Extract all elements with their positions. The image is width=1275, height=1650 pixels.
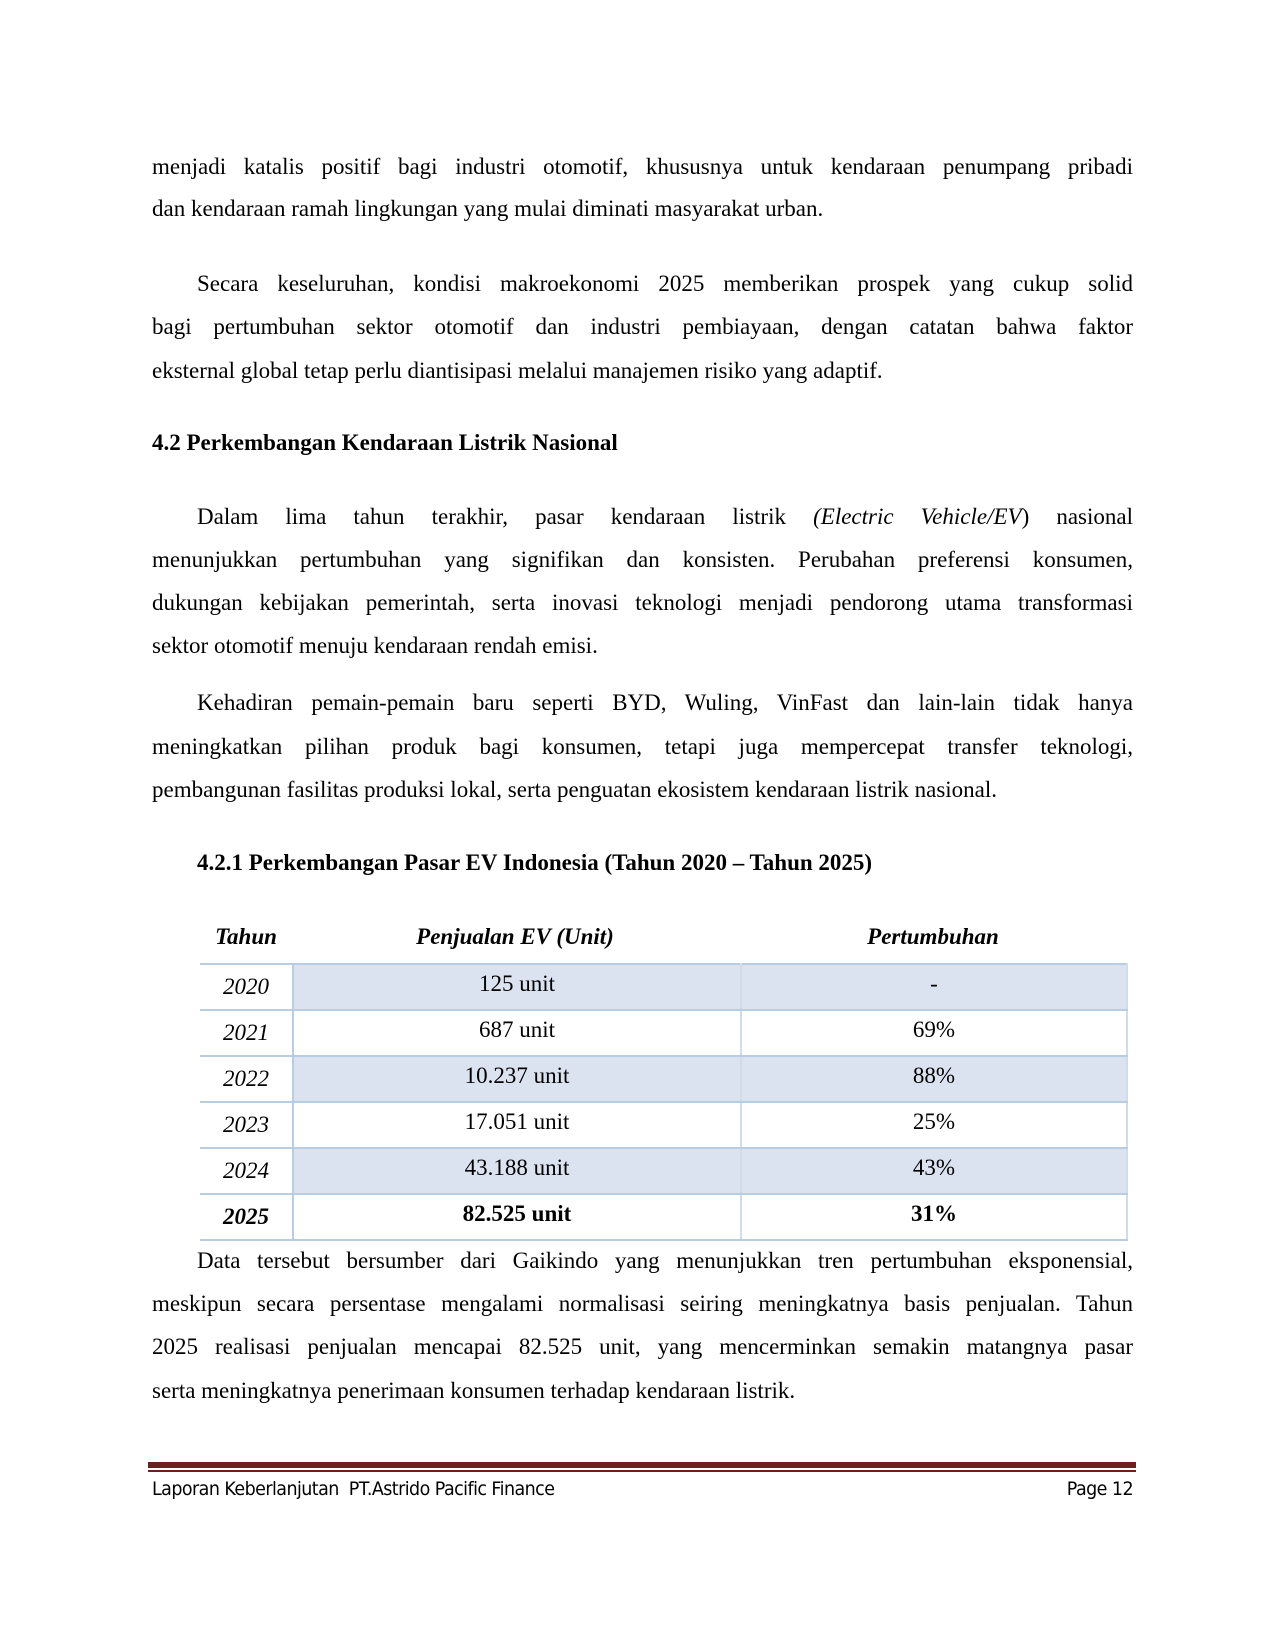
sales-value: 17.051 unit <box>464 1109 570 1134</box>
paragraph-line: eksternal global tetap perlu diantisipasi melalui manajemen risiko yang adaptif. <box>152 358 883 383</box>
paragraph-line: menjadi katalis positif bagi industri otomotif, khususnya untuk kendaraan penumpang pribadi <box>152 154 1133 179</box>
column-header-sales: Penjualan EV (Unit) <box>416 924 614 949</box>
sales-value: 687 unit <box>478 1017 556 1042</box>
year-cell: 2020 <box>200 964 293 1010</box>
sales-value: 10.237 unit <box>464 1063 570 1088</box>
paragraph-line: pembangunan fasilitas produksi lokal, serta penguatan ekosistem kendaraan listrik nasional. <box>152 777 998 802</box>
paragraph-line: Data tersebut bersumber dari Gaikindo yang menunjukkan tren pertumbuhan eksponensial, <box>197 1248 1133 1273</box>
sales-value: 43.188 unit <box>464 1155 570 1180</box>
year-cell: 2022 <box>200 1056 293 1102</box>
growth-cell <box>741 1148 1127 1194</box>
year-cell: 2023 <box>200 1102 293 1148</box>
year-cell: 2024 <box>200 1148 293 1194</box>
table-row <box>200 964 1127 1010</box>
paragraph-line <box>152 503 1133 531</box>
text-run: Dalam lima tahun terakhir, pasar kendaraan listrik <box>197 504 814 529</box>
table-row <box>200 1148 1127 1194</box>
ev-sales-table <box>200 963 1128 1241</box>
paragraph-line: Kehadiran pemain-pemain baru seperti BYD, Wuling, VinFast dan lain-lain tidak hanya <box>197 690 1133 715</box>
sales-cell <box>293 1056 741 1102</box>
growth-value: 69% <box>912 1017 956 1042</box>
paragraph-line: meskipun secara persentase mengalami normalisasi seiring meningkatnya basis penjualan. Tahun <box>152 1291 1133 1316</box>
paragraph-line: Secara keseluruhan, kondisi makroekonomi 2025 memberikan prospek yang cukup solid <box>197 271 1133 296</box>
table-row <box>200 1056 1127 1102</box>
table-header <box>200 922 1128 952</box>
text-run: ) nasional <box>1021 504 1133 529</box>
paragraph-line: bagi pertumbuhan sektor otomotif dan industri pembiayaan, dengan catatan bahwa faktor <box>152 314 1133 339</box>
italic-term: (Electric Vehicle/EV <box>813 504 1022 529</box>
sales-cell <box>293 1148 741 1194</box>
sales-cell <box>293 1010 741 1056</box>
growth-value: 31% <box>911 1201 957 1226</box>
paragraph-line: dan kendaraan ramah lingkungan yang mulai diminati masyarakat urban. <box>152 196 824 221</box>
footer-report-title: Laporan Keberlanjutan PT.Astrido Pacific Finance <box>152 1478 555 1500</box>
growth-cell <box>741 1056 1127 1102</box>
paragraph-line: menunjukkan pertumbuhan yang signifikan dan konsisten. Perubahan preferensi konsumen, <box>152 547 1133 572</box>
year-cell: 2025 <box>200 1194 293 1240</box>
footer-page-number: Page 12 <box>1066 1478 1133 1500</box>
footer-rule-thin <box>148 1470 1136 1472</box>
growth-value: 25% <box>912 1109 956 1134</box>
table-row-total <box>200 1194 1127 1240</box>
growth-value: 88% <box>912 1063 956 1088</box>
growth-cell <box>741 1194 1127 1240</box>
table-row <box>200 1102 1127 1148</box>
sales-value: 125 unit <box>478 971 556 996</box>
sales-cell <box>293 1194 741 1240</box>
section-heading: 4.2 Perkembangan Kendaraan Listrik Nasional <box>152 430 618 455</box>
paragraph-line: dukungan kebijakan pemerintah, serta inovasi teknologi menjadi pendorong utama transformasi <box>152 590 1133 615</box>
sales-cell <box>293 1102 741 1148</box>
growth-value: 43% <box>912 1155 956 1180</box>
column-header-growth: Pertumbuhan <box>867 924 999 949</box>
growth-cell <box>741 964 1127 1010</box>
paragraph-line: sektor otomotif menuju kendaraan rendah emisi. <box>152 633 598 658</box>
subsection-heading: 4.2.1 Perkembangan Pasar EV Indonesia (Tahun 2020 – Tahun 2025) <box>197 850 873 875</box>
growth-cell <box>741 1102 1127 1148</box>
paragraph-line: meningkatkan pilihan produk bagi konsumen, tetapi juga mempercepat transfer teknologi, <box>152 734 1133 759</box>
sales-cell <box>293 964 741 1010</box>
sales-value: 82.525 unit <box>462 1201 572 1226</box>
table-row <box>200 1010 1127 1056</box>
column-header-year: Tahun <box>215 924 277 949</box>
paragraph-line: serta meningkatnya penerimaan konsumen terhadap kendaraan listrik. <box>152 1378 796 1403</box>
year-cell: 2021 <box>200 1010 293 1056</box>
growth-value: - <box>930 971 938 996</box>
paragraph-line: 2025 realisasi penjualan mencapai 82.525 unit, yang mencerminkan semakin matangnya pasar <box>152 1334 1133 1359</box>
growth-cell <box>741 1010 1127 1056</box>
footer-rule <box>148 1462 1136 1468</box>
